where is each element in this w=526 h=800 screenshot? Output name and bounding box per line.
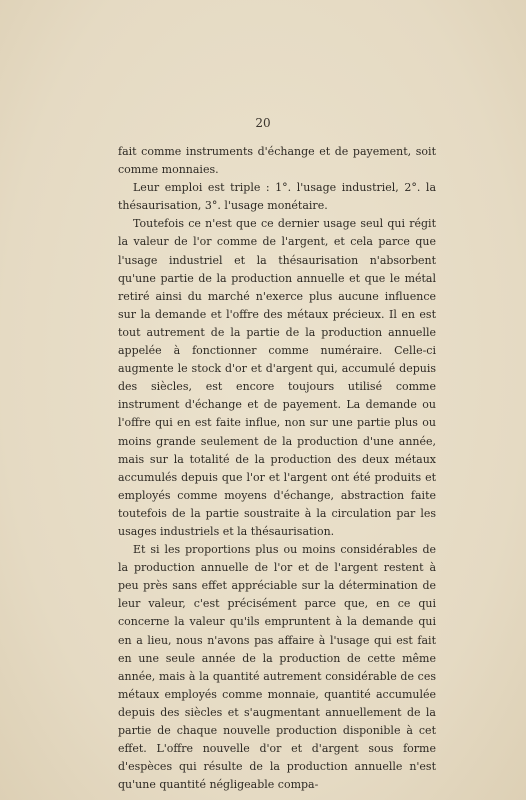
paragraph-continuation: fait comme instruments d'échange et de payement, soit comme monnaies. [118, 145, 436, 177]
body-text [118, 143, 436, 794]
page-number: 20 [255, 116, 271, 130]
paragraph-production-effect: Et si les proportions plus ou moins considérables de la production annuelle de l'or et de l'argent restent à peu près sans effet appréciable sur la détermination de leur valeur, c'est précisément parce que, en ce qui concerne la valeur qu'ils empruntent à la demande qui en a lieu, nous n'avons pas affaire à l'usage qui est fait en une seule année de la production de cette même année, mais à la quantité autrement considérable de ces métaux employés comme monnaie, quantité accumulée depuis des siècles et s'augmentant annuellement de la partie de chaque nouvelle production disponible à cet effet. L'offre nouvelle d'or et d'argent sous forme d'espèces qui résulte de la production annuelle n'est qu'une quantité négligeable compa- [118, 543, 436, 792]
paragraph-uses: Leur emploi est triple : 1°. l'usage industriel, 2°. la thésaurisation, 3°. l'usage monétaire. [118, 181, 436, 213]
paragraph-monetary-use: Toutefois ce n'est que ce dernier usage seul qui régit la valeur de l'or comme de l'argent, et cela parce que l'usage industriel et la thésaurisation n'absorbent qu'une partie de la production annuelle et que le métal retiré ainsi du marché n'exerce plus aucune influence sur la demande et l'offre des métaux précieux. Il en est tout autrement de la partie de la production annuelle appelée à fonctionner comme numéraire. Celle-ci augmente le stock d'or et d'argent qui, accumulé depuis des siècles, est encore toujours utilisé comme instrument d'échange et de payement. La demande ou l'offre qui en est faite influe, non sur une partie plus ou moins grande seulement de la production d'une année, mais sur la totalité de la production des deux métaux accumulés depuis que l'or et l'argent ont été produits et employés comme moyens d'échange, abstraction faite toutefois de la partie soustraite à la circulation par les usages industriels et la thésaurisation. [118, 217, 436, 538]
